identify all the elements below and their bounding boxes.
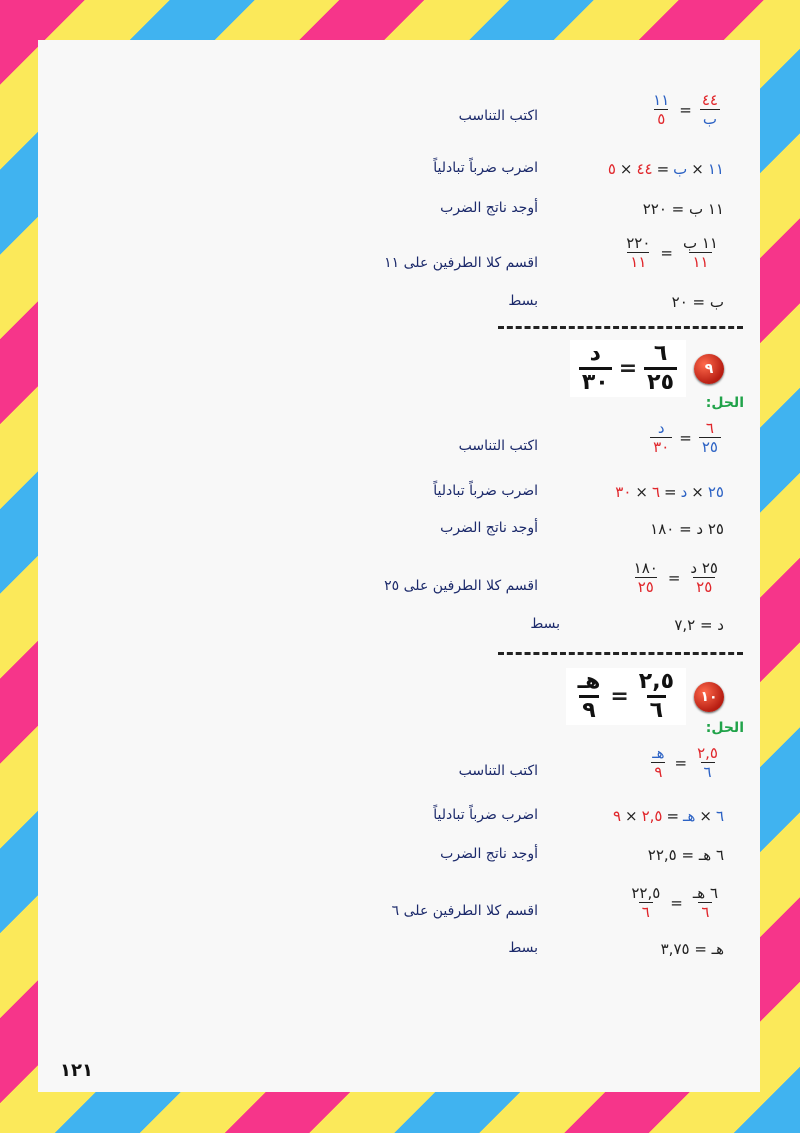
step-label: اضرب ضرباً تبادلياً bbox=[433, 483, 538, 499]
product-expr: ٢٥ د = ١٨٠ bbox=[650, 520, 724, 538]
result-expr: هـ = ٣,٧٥ bbox=[660, 940, 724, 958]
proportion-expr bbox=[646, 745, 724, 780]
fraction-denominator: ٦ bbox=[639, 902, 653, 920]
fraction-denominator: ٦ bbox=[701, 762, 715, 780]
divider bbox=[498, 326, 743, 329]
equals-sign: = bbox=[610, 684, 629, 709]
solution-label: الحل: bbox=[705, 720, 744, 736]
step-label: أوجد ناتج الضرب bbox=[440, 846, 538, 862]
fraction-numerator: د bbox=[657, 419, 665, 437]
problem-9-header bbox=[570, 340, 724, 397]
result-expr: ب = ٢٠ bbox=[671, 293, 724, 311]
step-label: أوجد ناتج الضرب bbox=[440, 520, 538, 536]
fraction-denominator: ٢٥ bbox=[644, 367, 677, 395]
step-label: اقسم كلا الطرفين على ٢٥ bbox=[384, 578, 538, 594]
fraction-denominator: ١١ bbox=[627, 252, 649, 270]
fraction-denominator: ٦ bbox=[698, 902, 712, 920]
term: ٦ bbox=[715, 807, 724, 825]
step-label: أوجد ناتج الضرب bbox=[440, 200, 538, 216]
equals-sign: = bbox=[664, 483, 677, 501]
problem-equation bbox=[566, 668, 686, 725]
cross-multiply-expr bbox=[608, 160, 724, 178]
fraction-denominator: ٩ bbox=[651, 762, 665, 780]
term: ٥ bbox=[607, 160, 616, 178]
cross-multiply-expr bbox=[615, 483, 724, 501]
step-label: اضرب ضرباً تبادلياً bbox=[433, 807, 538, 823]
term: ٦ bbox=[651, 483, 661, 501]
times-sign: × bbox=[625, 807, 638, 825]
times-sign: × bbox=[699, 807, 712, 825]
problem-number-badge: ٩ bbox=[694, 354, 724, 384]
term: د bbox=[680, 483, 688, 501]
problem-equation bbox=[570, 340, 686, 397]
fraction-numerator: ٤٤ bbox=[701, 91, 718, 109]
product-expr: ١١ ب = ٢٢٠ bbox=[642, 200, 724, 218]
step-label: اضرب ضرباً تبادلياً bbox=[433, 160, 538, 176]
step-label: بسط bbox=[530, 616, 560, 632]
fraction-numerator: ٦ bbox=[653, 341, 668, 366]
cross-multiply-expr bbox=[613, 807, 724, 825]
problem-10-header bbox=[566, 668, 724, 725]
term: ١١ bbox=[707, 160, 724, 178]
divide-expr bbox=[620, 235, 724, 270]
step-label: اكتب التناسب bbox=[458, 438, 538, 454]
step-label: اقسم كلا الطرفين على ١١ bbox=[384, 255, 538, 271]
term: ٩ bbox=[612, 807, 621, 825]
term: ٤٤ bbox=[636, 160, 653, 178]
fraction-numerator: ١١ bbox=[653, 91, 670, 109]
proportion-expr bbox=[647, 92, 724, 127]
term: هـ bbox=[683, 807, 696, 825]
equals-sign: = bbox=[667, 568, 681, 587]
fraction-numerator: ١٨٠ bbox=[633, 559, 658, 577]
step-label: اقسم كلا الطرفين على ٦ bbox=[391, 903, 538, 919]
problem-number-badge: ١٠ bbox=[694, 682, 724, 712]
product-expr: ٦ هـ = ٢٢,٥ bbox=[647, 846, 724, 864]
result-expr: د = ٧,٢ bbox=[674, 616, 724, 634]
page-number: ١٢١ bbox=[60, 1060, 93, 1081]
fraction-numerator: د bbox=[589, 341, 601, 366]
equals-sign: = bbox=[679, 428, 692, 447]
term: ٢,٥ bbox=[641, 807, 663, 825]
equals-sign: = bbox=[679, 100, 692, 119]
term: ب bbox=[673, 160, 688, 178]
step-label: اكتب التناسب bbox=[458, 763, 538, 779]
step-label: بسط bbox=[508, 293, 538, 309]
page-sheet bbox=[38, 40, 760, 1092]
divider bbox=[498, 652, 743, 655]
fraction-numerator: ٢٥ د bbox=[690, 559, 718, 577]
fraction-numerator: ٢,٥ bbox=[697, 744, 718, 762]
fraction-numerator: هـ bbox=[577, 669, 601, 694]
fraction-numerator: ٦ هـ bbox=[692, 884, 718, 902]
equals-sign: = bbox=[618, 356, 638, 381]
times-sign: × bbox=[619, 160, 633, 178]
fraction-denominator: ٢٥ bbox=[699, 437, 721, 455]
fraction-denominator: ٣٠ bbox=[579, 367, 612, 395]
fraction-denominator: ٥ bbox=[654, 109, 668, 127]
step-label: اكتب التناسب bbox=[458, 108, 538, 124]
fraction-denominator: ١١ bbox=[689, 252, 711, 270]
fraction-denominator: ٢٥ bbox=[693, 577, 715, 595]
divide-expr bbox=[625, 885, 724, 920]
equals-sign: = bbox=[666, 807, 680, 825]
fraction-denominator: ٢٥ bbox=[635, 577, 657, 595]
times-sign: × bbox=[691, 160, 704, 178]
term: ٢٥ bbox=[707, 483, 724, 501]
equals-sign: = bbox=[656, 160, 670, 178]
fraction-numerator: ٢٢,٥ bbox=[631, 884, 661, 902]
solution-label: الحل: bbox=[705, 395, 744, 411]
equals-sign: = bbox=[670, 893, 683, 912]
fraction-numerator: ٢,٥ bbox=[638, 669, 674, 694]
fraction-numerator: ٢٢٠ bbox=[626, 234, 651, 252]
fraction-denominator: ٣٠ bbox=[650, 437, 672, 455]
fraction-denominator: ٦ bbox=[647, 695, 666, 723]
divide-expr bbox=[628, 560, 724, 595]
times-sign: × bbox=[635, 483, 648, 501]
equals-sign: = bbox=[660, 243, 673, 262]
fraction-numerator: ١١ ب bbox=[682, 234, 718, 252]
fraction-numerator: ٦ bbox=[705, 419, 714, 437]
step-label: بسط bbox=[508, 940, 538, 956]
fraction-denominator: ب bbox=[700, 109, 720, 127]
proportion-expr bbox=[647, 420, 724, 455]
fraction-denominator: ٩ bbox=[579, 695, 598, 723]
term: ٣٠ bbox=[615, 483, 632, 501]
times-sign: × bbox=[691, 483, 704, 501]
equals-sign: = bbox=[674, 753, 688, 772]
fraction-numerator: هـ bbox=[652, 744, 665, 762]
